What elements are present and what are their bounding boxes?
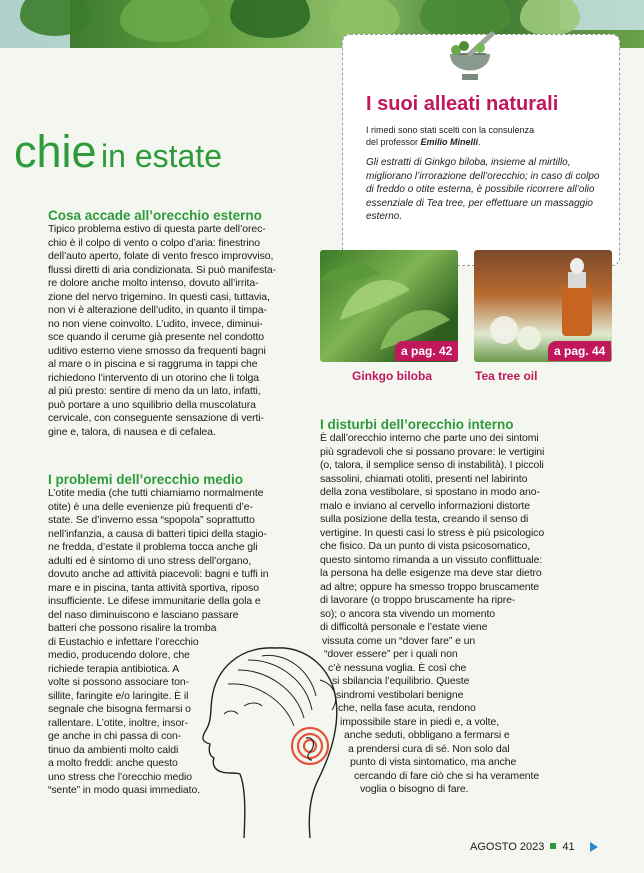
- text-line: punto di vista sintomatico, ma anche: [350, 756, 517, 768]
- section-middle-title: I problemi dell’orecchio medio: [48, 472, 244, 487]
- text-line: cervicale, con conseguente sensazione di verti-: [48, 412, 264, 424]
- text-line: voglia o bisogno di fare.: [360, 783, 469, 795]
- text-line: “sente” in modo quasi immediato.: [48, 784, 201, 796]
- text-line: sassolini, chiamati otoliti, presenti nel labirinto: [320, 472, 528, 485]
- text-line: c’è nessuna voglia. È così che: [328, 661, 467, 674]
- leaf-shape: [520, 0, 580, 36]
- text-line: al più presto: sentire di meno da un lato, infatti,: [48, 385, 261, 397]
- box-title: I suoi alleati naturali: [366, 93, 559, 115]
- text-line: sillite, faringite e/o laringite. È il: [48, 689, 189, 702]
- text-line: flussi diretti di aria condizionata. Si può manifesta-: [48, 263, 277, 276]
- text-line: a prendersi cura di sé. Non solo dal: [348, 742, 510, 755]
- text-line: ge anche in chi passa di con-: [48, 730, 182, 742]
- credit-name: Emilio Minelli: [420, 137, 479, 147]
- credit-prefix: del professor: [366, 137, 421, 147]
- text-line: zione del nervo trigemino. In questi casi, tuttavia,: [48, 290, 270, 303]
- headline-part2: in estate: [101, 138, 222, 174]
- leaf-shape: [20, 0, 90, 36]
- text-line: no non viene coinvolto. L’udito, invece, diminui-: [48, 317, 263, 330]
- section-outer-body: [48, 223, 276, 439]
- text-line: chio è il colpo di vento o colpo d’aria: finestrino: [48, 236, 261, 249]
- text-line: si sbilancia l’equilibrio. Queste: [332, 675, 470, 687]
- text-line: ad altre; oppure ha smesso troppo bruscamente: [320, 580, 540, 593]
- text-line: L’otite media (che tutti chiamiamo normalmente: [48, 487, 264, 499]
- next-page-arrow-icon[interactable]: [590, 842, 598, 852]
- text-line: sulla posizione della testa, creando il senso di: [320, 513, 529, 525]
- credit-line-1: I rimedi sono stati scelti con la consulenza: [366, 125, 535, 135]
- text-line: questo sintomo rimanda a un vissuto conflittuale:: [320, 553, 543, 566]
- section-inner-title: I disturbi dell’orecchio interno: [320, 417, 514, 432]
- section-middle-body-narrow: [48, 636, 200, 798]
- section-middle-body: [48, 487, 269, 636]
- text-line: uditivo esterno viene smosso da frequenti bagni: [48, 344, 266, 357]
- text-line: che, nella fase acuta, rendono: [338, 702, 476, 714]
- text-line: malo e inviano al cervello informazioni distorte: [320, 499, 530, 512]
- text-line: so); o ancora sta vivendo un momento: [320, 607, 495, 620]
- text-line: al mare o in piscina e si raggruma in tappi che: [48, 358, 258, 370]
- text-line: di lavorare (o troppo bruscamente ha ripre-: [320, 594, 516, 606]
- text-line: la persona ha delle esigenze ma deve star dietro: [320, 567, 542, 579]
- text-line: “dover essere” per i quali non: [324, 648, 458, 660]
- footer-square-icon: [550, 843, 556, 849]
- text-line: a molto freddi: anche questo: [48, 757, 178, 769]
- text-line: adulti ed è sintomo di uno stress dell’organo,: [48, 554, 252, 567]
- text-line: (o, talora, il semplice senso di instabilità). I piccoli: [320, 459, 544, 471]
- text-line: vertigine. In questi casi lo stress è più psicologico: [320, 526, 545, 539]
- text-line: state. Se d’inverno essa “spopola” soprattutto: [48, 514, 255, 526]
- text-line: insufficiente. Le difese immunitarie della gola e: [48, 595, 261, 607]
- text-line: anche seduti, obbligano a fermarsi e: [344, 729, 510, 741]
- tea-tree-page-tag[interactable]: a pag. 44: [548, 341, 611, 361]
- text-line: sce quando il cerume già presente nel condotto: [48, 331, 265, 343]
- text-line: vissuta come un “dover fare” e un: [322, 634, 476, 647]
- headline: [14, 126, 222, 178]
- text-line: richiedono l’intervento di un otorino che li tolga: [48, 371, 259, 384]
- text-line: uno stress che l’orecchio medio: [48, 770, 192, 783]
- credit-suffix: .: [478, 137, 481, 147]
- text-line: mare e in piscina, tanta attività sportiva, riposo: [48, 581, 259, 594]
- text-line: della zona vestibolare, si spostano in modo ano-: [320, 486, 540, 498]
- leaf-shape: [120, 0, 210, 42]
- headline-part1: chie: [14, 126, 97, 177]
- section-inner-body: [320, 432, 544, 797]
- footer-page-number: 41: [562, 841, 575, 853]
- credit-line-2: [366, 136, 534, 148]
- text-line: dell’auto aperto, folate di vento fresco improvviso,: [48, 250, 274, 262]
- tea-tree-caption: Tea tree oil: [475, 369, 538, 383]
- page-footer: [470, 841, 575, 853]
- text-line: sindromi vestibolari benigne: [336, 688, 464, 701]
- section-outer-title: Cosa accade all’orecchio esterno: [48, 208, 262, 223]
- text-line: cercando di fare ciò che si ha veramente: [354, 769, 540, 782]
- text-line: richiede terapia antibiotica. A: [48, 662, 180, 675]
- text-line: batteri che possono risalire la tromba: [48, 622, 217, 634]
- text-line: otite) è una delle evenienze più frequenti d’e-: [48, 500, 253, 513]
- text-line: dovuto anche ad attività piacevoli: bagni e tuffi in: [48, 568, 269, 580]
- text-line: Tipico problema estivo di questa parte dell’orec-: [48, 223, 266, 235]
- text-line: È dall’orecchio interno che parte uno dei sintomi: [320, 432, 539, 444]
- text-line: re dolore anche molto intenso, dovuto all’irrita-: [48, 277, 259, 289]
- footer-month: AGOSTO 2023: [470, 841, 545, 853]
- leaf-shape: [230, 0, 310, 38]
- text-line: ne fredda, d’estate il problema tocca anche gli: [48, 541, 258, 553]
- text-line: di Eustachio e infettare l’orecchio: [48, 635, 199, 648]
- text-line: può portare a uno squilibrio della muscolatura: [48, 398, 256, 411]
- text-line: tinuo da ambienti molto caldi: [48, 743, 179, 756]
- text-line: più sgradevoli che si possano provare: le vertigini: [320, 445, 545, 458]
- box-credit: [366, 124, 534, 148]
- ear-pain-ring-inner: [304, 740, 316, 752]
- text-line: gine e, talora, di nausea e di cefalea.: [48, 425, 216, 438]
- text-line: impossibile stare in piedi e, a volte,: [340, 715, 500, 728]
- text-line: rallentare. L’otite, inoltre, insor-: [48, 716, 188, 729]
- mortar-herbs-icon: [440, 28, 500, 88]
- ginkgo-page-tag[interactable]: a pag. 42: [395, 341, 458, 361]
- box-text: Gli estratti di Ginkgo biloba, insieme al mirtillo, migliorano l’irrorazione dell’orecchio; in caso di colpo di freddo o otite esterna, è possibile ricorrere all’olio essenziale di Tea tree, per effettuare un massaggio esterno.: [366, 157, 600, 222]
- text-line: nell’infanzia, a causa di batteri tipici della stagio-: [48, 527, 267, 540]
- text-line: volte si possono associare ton-: [48, 676, 190, 688]
- text-line: medio, producendo dolore, che: [48, 649, 190, 661]
- ginkgo-caption: Ginkgo biloba: [352, 369, 432, 383]
- text-line: del naso diminuiscono e lasciano passare: [48, 608, 239, 621]
- text-line: segnale che bisogna fermarsi o: [48, 703, 191, 715]
- text-line: non vi è alterazione dell’udito, in quanto il timpa-: [48, 304, 267, 316]
- text-line: di difficoltà personale e l’estate viene: [320, 621, 488, 633]
- text-line: che fisico. Da un punto di vista psicosomatico,: [320, 540, 531, 552]
